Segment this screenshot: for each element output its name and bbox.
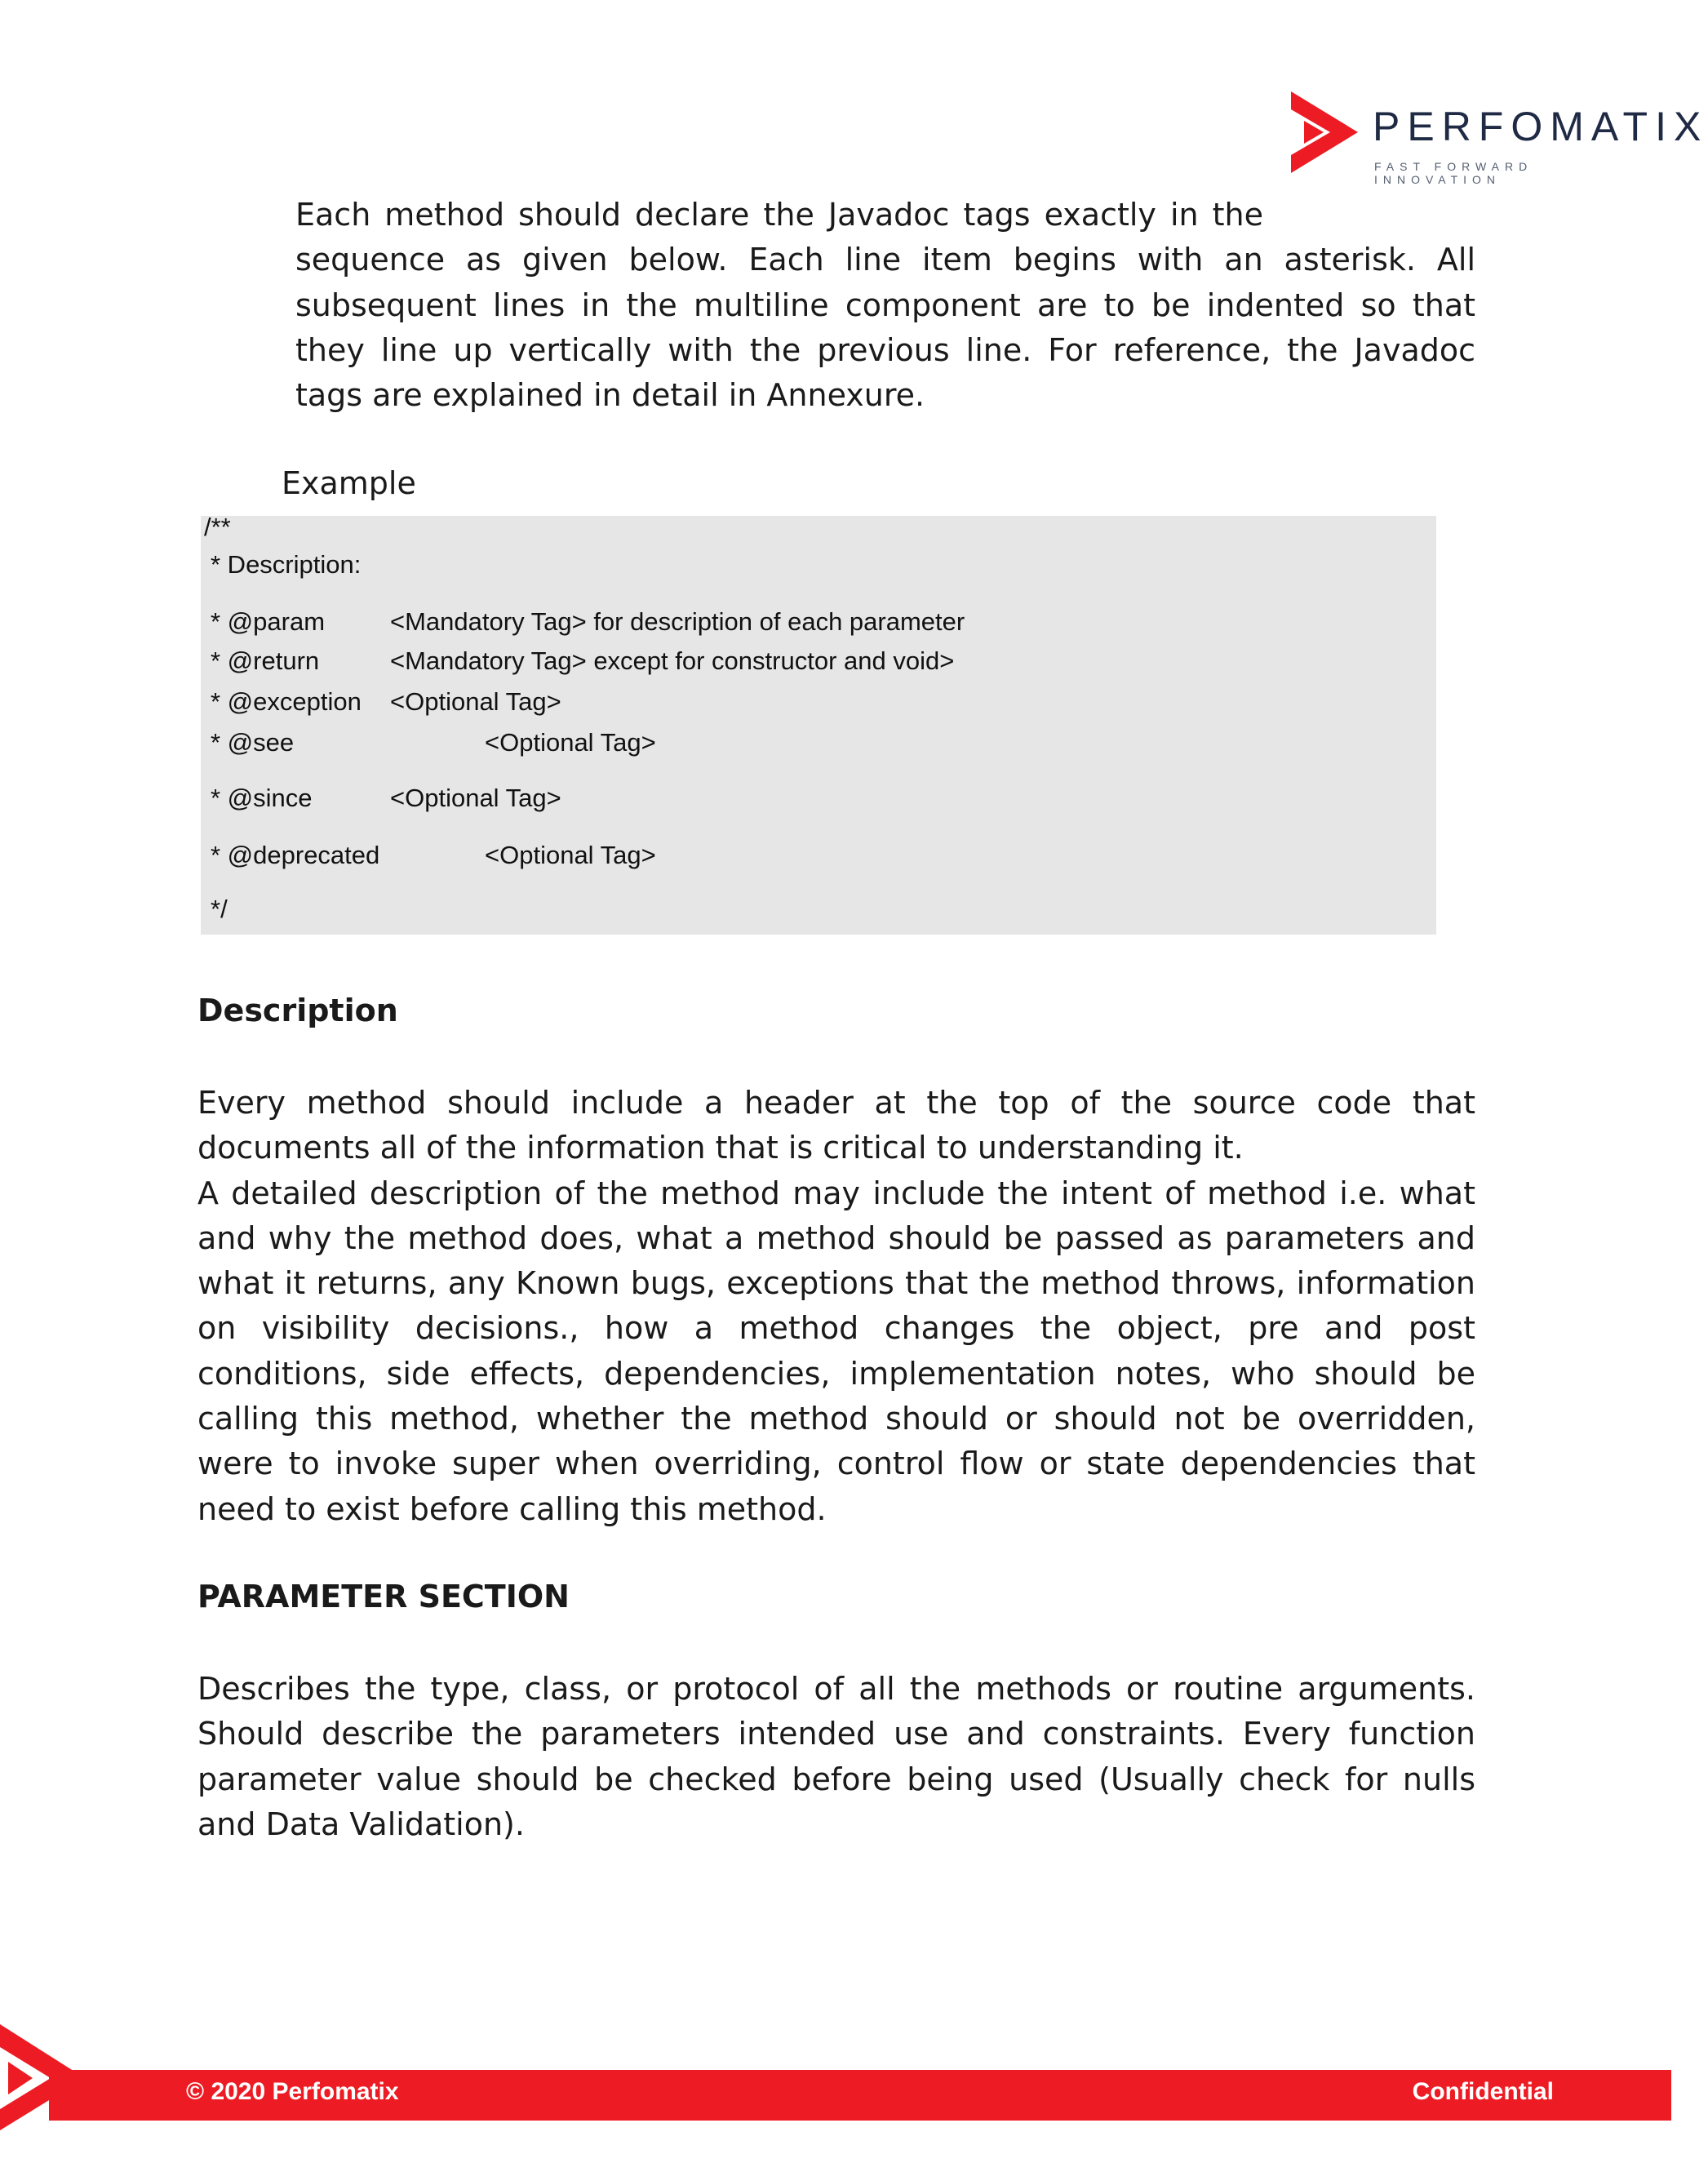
code-tag-see: * @see [211, 728, 295, 757]
code-description-line: * Description: [211, 550, 362, 579]
code-tag-exception: * @exception [211, 687, 362, 716]
perfomatix-logo [1288, 88, 1708, 186]
code-open: /** [204, 513, 231, 541]
code-desc-return: <Mandatory Tag> except for constructor and void> [390, 646, 955, 675]
parameter-section-heading: PARAMETER SECTION [197, 1579, 570, 1614]
code-tag-since: * @since [211, 784, 313, 812]
parameter-section-paragraph: Describes the type, class, or protocol of all the methods or routine arguments. Should describe the parameters intended use and constraints. Every function parameter value should be checked before being used (Usually check for nulls and Data Validation). [197, 1671, 1475, 1842]
code-desc-exception: <Optional Tag> [390, 687, 561, 716]
footer-confidential: Confidential [1412, 2078, 1554, 2105]
description-body: Every method should include a header at the top of the source code that documents all of the information that is critical to understanding it. [197, 1085, 1475, 1166]
footer-arrow-icon [0, 2024, 90, 2130]
logo-tagline: FAST FORWARD INNOVATION [1374, 160, 1533, 186]
intro-first-line: Each method should declare the Javadoc tags exactly in the [295, 197, 1263, 233]
intro-paragraph [295, 193, 1475, 418]
logo-arrow-icon [1288, 90, 1361, 175]
code-tag-return: * @return [211, 646, 320, 675]
page-footer [0, 2024, 1671, 2130]
code-tag-deprecated: * @deprecated [211, 841, 380, 869]
description-paragraph [197, 1081, 1475, 1532]
code-desc-see: <Optional Tag> [485, 728, 656, 757]
code-desc-param: <Mandatory Tag> for description of each parameter [390, 607, 965, 636]
description-heading: Description [197, 993, 398, 1028]
footer-copyright: © 2020 Perfomatix [186, 2078, 399, 2105]
logo-wordmark: PERFOMATIX [1373, 104, 1708, 149]
description-body-2: A detailed description of the method may include the intent of method i.e. what and why the method does, what a method should be passed as parameters and what it returns, any Known bugs, exceptions that the method throws, information on visibility decisions., how a method changes the object, pre and post conditions, side effects, dependencies, implementation notes, who should be calling this method, whether the method should or should not be overridden, were to invoke super when overriding, control flow or state dependencies that need to exist before calling this method. [197, 1175, 1475, 1527]
code-desc-deprecated: <Optional Tag> [485, 841, 656, 869]
code-tag-param: * @param [211, 607, 326, 636]
intro-rest: sequence as given below. Each line item begins with an asterisk. All subsequent lines in the multiline component are to be indented so that they line up vertically with the previous line. For reference, the Javadoc tags are explained in detail in Annexure. [295, 242, 1475, 414]
code-desc-since: <Optional Tag> [390, 784, 561, 812]
example-label: Example [282, 465, 416, 501]
javadoc-example-block [201, 513, 1436, 935]
code-close: */ [211, 895, 228, 923]
